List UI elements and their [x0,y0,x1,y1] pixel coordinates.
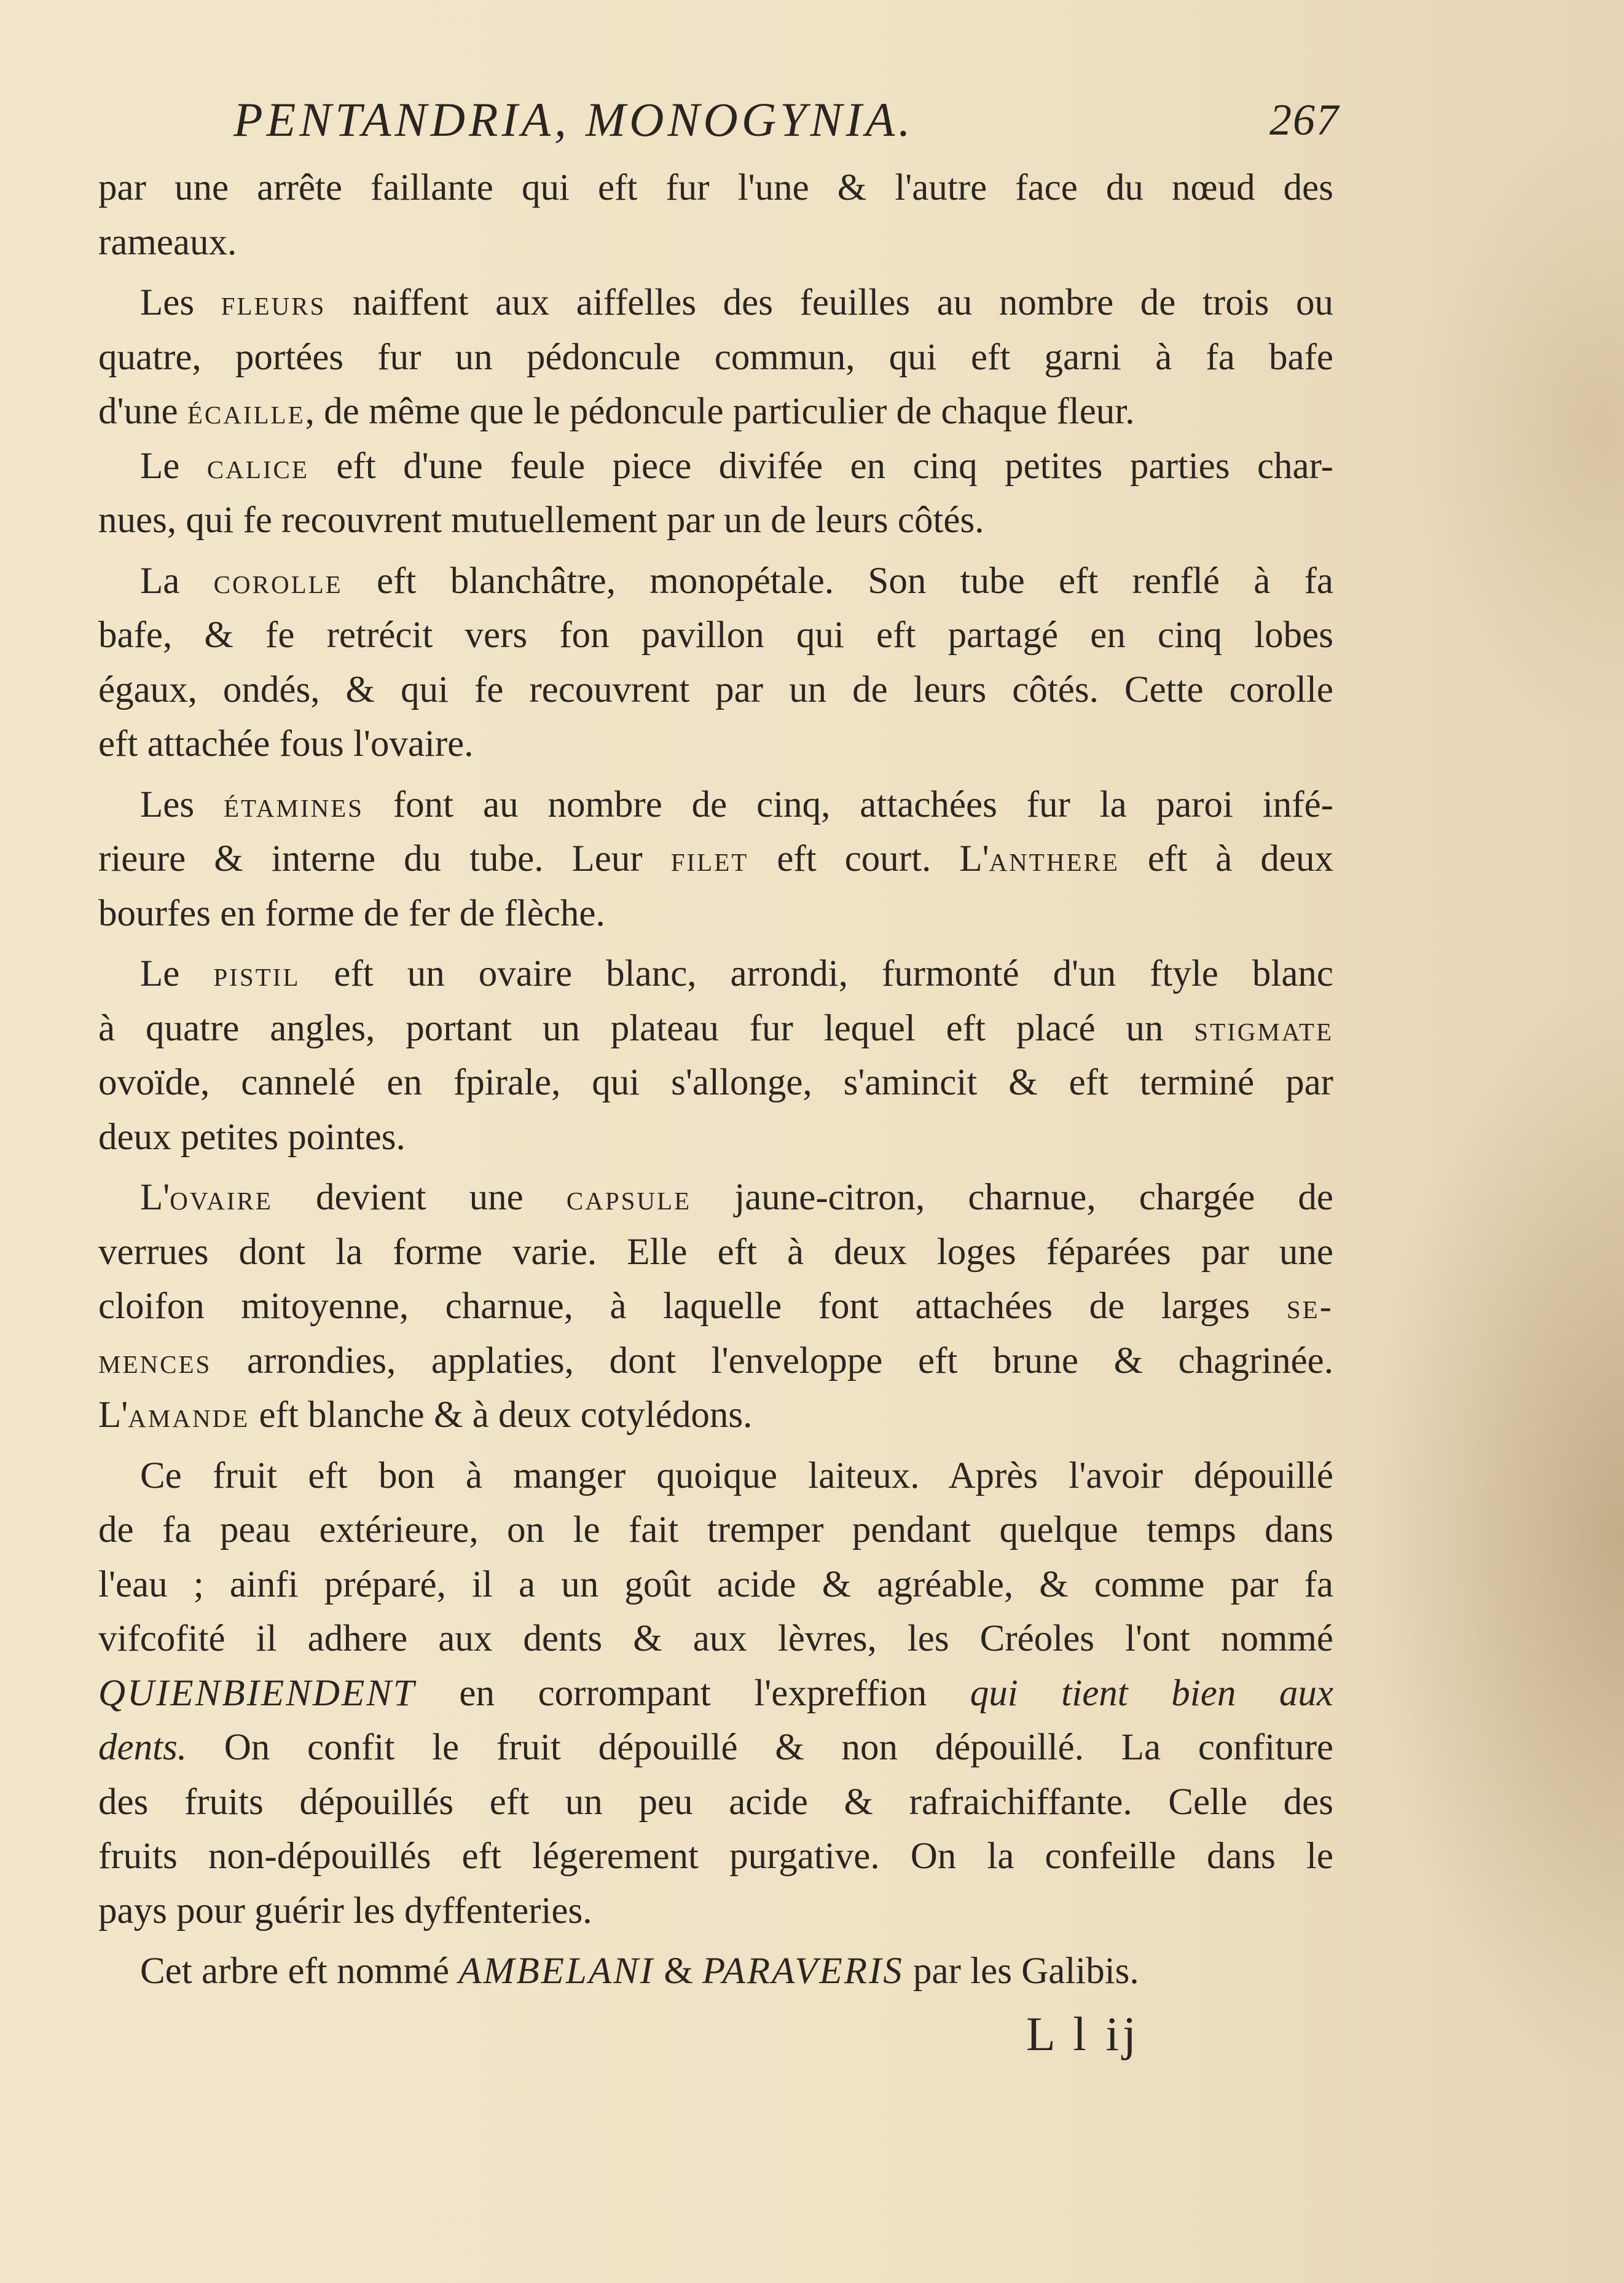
text-line: ovoïde, cannelé en fpirale, qui s'allonge, s'amincit & eft terminé par [98,1062,1333,1103]
text-line: quatre, portées fur un pédoncule commun, qui eft garni à fa bafe [98,336,1333,378]
term-semences-part1: se- [1286,1286,1333,1326]
term-fleurs: fleurs [221,283,326,323]
term-anthere: anthere [989,839,1120,879]
text-line: des fruits dépouillés eft un peu acide & rafraichiffante. Celle des [98,1781,1333,1823]
text-line: de fa peau extérieure, on le fait tremper pendant quelque temps dans [98,1509,1333,1550]
term-ovaire: ovaire [170,1177,273,1217]
term-corolle: corolle [213,560,343,601]
text-line: Les étamines font au nombre de cinq, attachées fur la paroi infé- [140,784,1333,825]
phrase-qui-tient-bien: qui tient bien aux [970,1672,1333,1714]
text-line: cloifon mitoyenne, charnue, à laquelle font attachées de larges se- [98,1286,1333,1327]
text-line: rieure & interne du tube. Leur filet eft court. L'anthere eft à deux [98,838,1333,879]
text-line: deux petites pointes. [98,1116,406,1158]
text-line: Ce fruit eft bon à manger quoique laiteux. Après l'avoir dépouillé [140,1455,1333,1496]
text-line: eft attachée fous l'ovaire. [98,723,474,764]
term-pistil: pistil [213,954,300,994]
text-line: nues, qui fe recouvrent mutuellement par un de leurs côtés. [98,500,984,541]
term-stigmate: stigmate [1194,1008,1333,1048]
page-header [233,92,1340,160]
phrase-dents: dents. [98,1727,187,1768]
text-line: à quatre angles, portant un plateau fur lequel eft placé un stigmate [98,1007,1333,1049]
text-line: pays pour guérir les dyffenteries. [98,1890,592,1931]
text-line: Cet arbre eft nommé AMBELANI & PARAVERIS par les Galibis. [140,1951,1139,1992]
text-line: dents. On confit le fruit dépouillé & non dépouillé. La confiture [98,1727,1333,1768]
text-line: QUIENBIENDENT en corrompant l'expreffion qui tient bien aux [98,1672,1333,1714]
text-line: Le calice eft d'une feule piece divifée en cinq petites parties char- [140,445,1333,487]
term-ambelani: AMBELANI [458,1951,655,1992]
text-line: fruits non-dépouillés eft légerement purgative. On la confeille dans le [98,1836,1333,1877]
text-line: L'ovaire devient une capsule jaune-citron, charnue, chargée de [140,1177,1333,1218]
term-etamines: étamines [223,784,364,825]
term-ecaille: écaille [187,391,305,431]
term-semences-part2: mences [98,1340,212,1381]
text-line: d'une écaille, de même que le pédoncule particulier de chaque fleur. [98,391,1135,432]
text-line: égaux, ondés, & qui fe recouvrent par un de leurs côtés. Cette corolle [98,669,1333,710]
page-number: 267 [1269,95,1340,144]
signature-mark: L l ij [1026,2007,1140,2061]
text-line: Les fleurs naiffent aux aiffelles des feuilles au nombre de trois ou [140,282,1333,323]
text-line: mences arrondies, applaties, dont l'enveloppe eft brune & chagrinée. [98,1340,1333,1381]
term-amande: amande [128,1395,250,1435]
text-line: Le pistil eft un ovaire blanc, arrondi, furmonté d'un ftyle blanc [140,953,1333,994]
text-line: bourfes en forme de fer de flèche. [98,892,605,934]
text-line: vifcofité il adhere aux dents & aux lèvres, les Créoles l'ont nommé [98,1618,1333,1659]
term-calice: calice [206,446,309,486]
term-paraveris: PARAVERIS [702,1951,904,1992]
text-line: l'eau ; ainfi préparé, il a un goût acide & agréable, & comme par fa [98,1563,1333,1605]
text-line: bafe, & fe retrécit vers fon pavillon qui eft partagé en cinq lobes [98,615,1333,656]
text-line: par une arrête faillante qui eft fur l'une & l'autre face du nœud des [98,167,1333,208]
term-filet: filet [670,839,749,879]
text-line: L'amande eft blanche & à deux cotylédons. [98,1394,753,1436]
term-capsule: capsule [566,1177,692,1217]
term-quienbiendent: QUIENBIENDENT [98,1672,416,1714]
text-line: verrues dont la forme varie. Elle eft à deux loges féparées par une [98,1231,1333,1273]
text-line: rameaux. [98,221,237,263]
running-title: PENTANDRIA, MONOGYNIA. [233,93,914,146]
body-text [98,161,1333,1999]
text-line: La corolle eft blanchâtre, monopétale. Son tube eft renflé à fa [140,560,1333,602]
